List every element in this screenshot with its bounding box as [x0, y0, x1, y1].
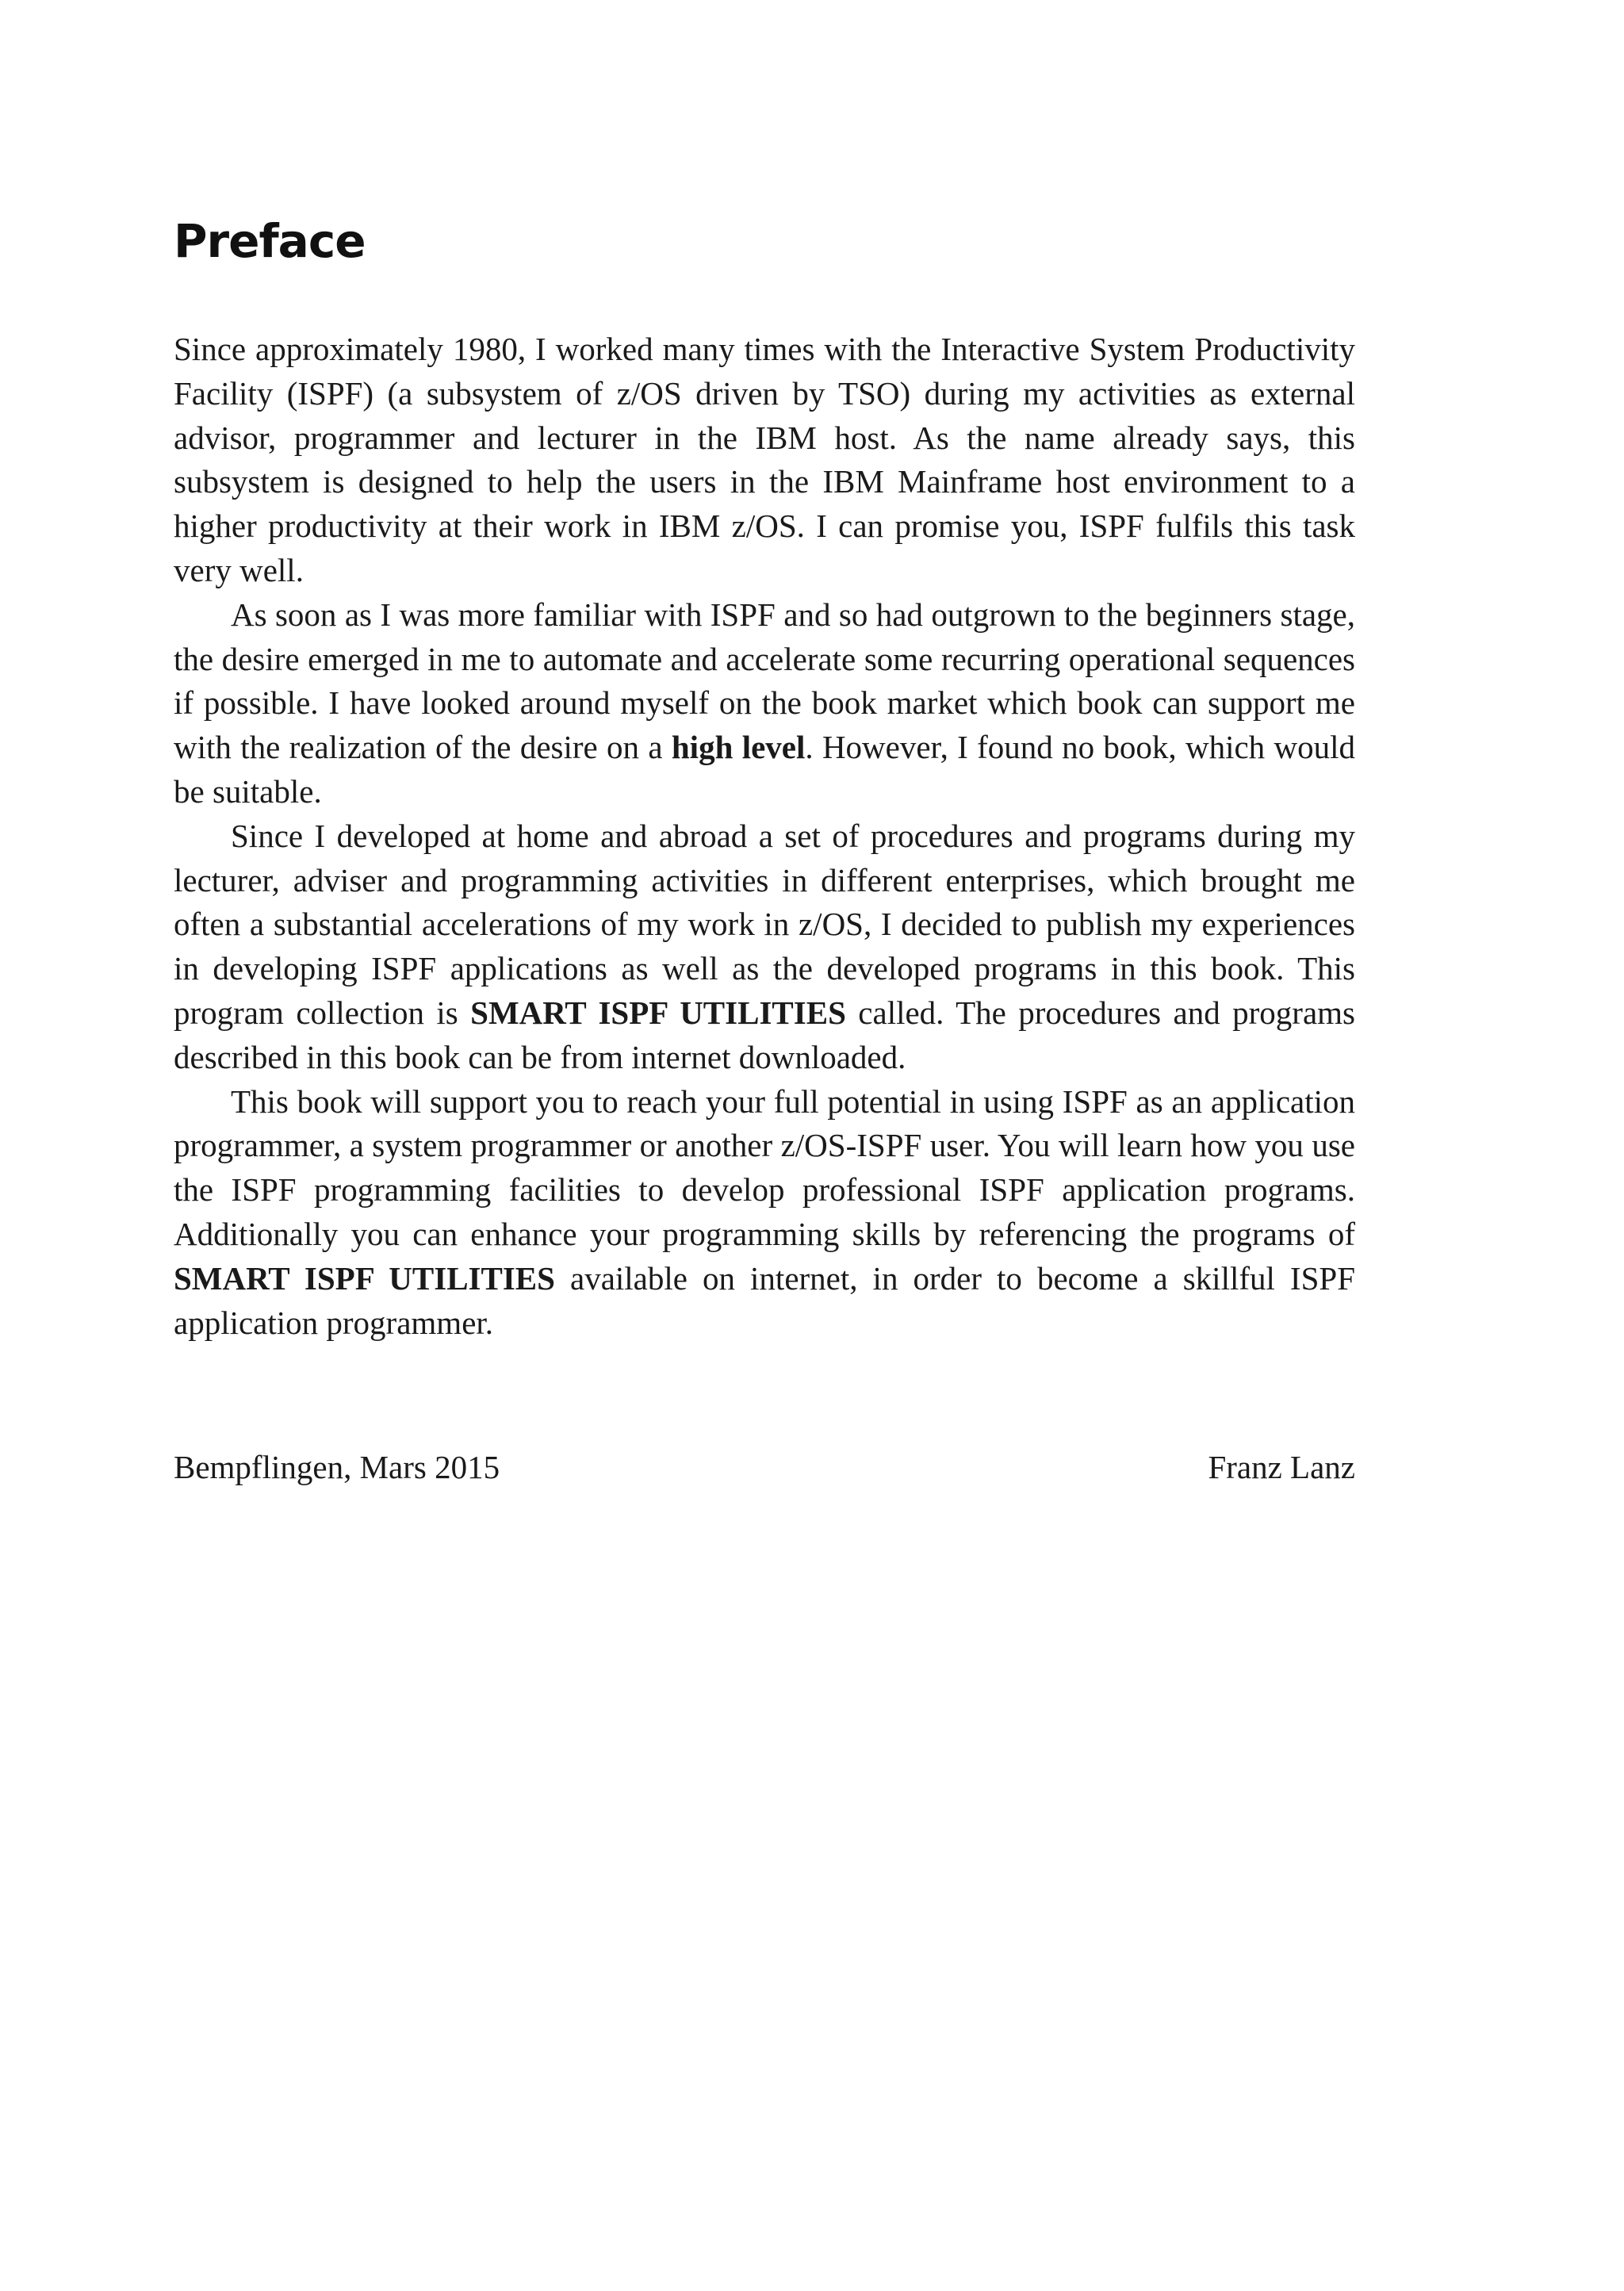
preface-body: [174, 328, 1355, 1345]
paragraph-1: [174, 328, 1355, 593]
paragraph-2-text-a: As soon as I was more familiar with ISPF and so had outgrown to the beginners stage, the desire emerged in me to automate and accelerate some recurring operational sequences if possible. I have looked around myself on the book market which book can support me with the realization of the desire on a: [174, 596, 1355, 766]
paragraph-4-bold-phrase: SMART ISPF UTILITIES: [174, 1259, 555, 1297]
paragraph-4: [174, 1080, 1355, 1346]
paragraph-3: [174, 814, 1355, 1080]
paragraph-2: [174, 593, 1355, 814]
paragraph-4-text-a: This book will support you to reach your full potential in using ISPF as an application programmer, a system programmer or another z/OS-ISPF user. You will learn how you use the ISPF programming facilities to develop professional ISPF application programs. Additionally you can enhance your programming skills by referencing the programs of: [174, 1082, 1355, 1252]
author-name: Franz Lanz: [1208, 1449, 1355, 1485]
page-title: Preface: [174, 214, 366, 268]
paragraph-3-text-a: Since I developed at home and abroad a set of procedures and programs during my lecturer, adviser and programming activities in different enterprises, which brought me often a substantial accelerations of my work in z/OS, I decided to publish my experiences in developing ISPF applications as well as the developed programs in this book. This program collection is: [174, 817, 1355, 1031]
signoff: [174, 1445, 1355, 1489]
page: [174, 0, 1355, 2291]
paragraph-2-text-b: . However, I found no book, which would be suitable.: [174, 729, 1355, 810]
paragraph-2-bold-phrase: high level: [671, 729, 806, 766]
paragraph-1-text: Since approximately 1980, I worked many times with the Interactive System Productivity Facility (ISPF) (a subsystem of z/OS driven by TSO) during my activities as external advisor, programmer and lecturer in the IBM host. As the name already says, this subsystem is designed to help the users in the IBM Mainframe host environment to a higher productivity at their work in IBM z/OS. I can promise you, ISPF fulfils this task very well.: [174, 331, 1355, 588]
place-date: Bempflingen, Mars 2015: [174, 1449, 500, 1485]
paragraph-3-text-b: called. The procedures and programs described in this book can be from internet downloaded.: [174, 994, 1355, 1075]
paragraph-3-bold-phrase: SMART ISPF UTILITIES: [470, 994, 846, 1031]
paragraph-4-text-b: available on internet, in order to become a skillful ISPF application programmer.: [174, 1259, 1355, 1341]
